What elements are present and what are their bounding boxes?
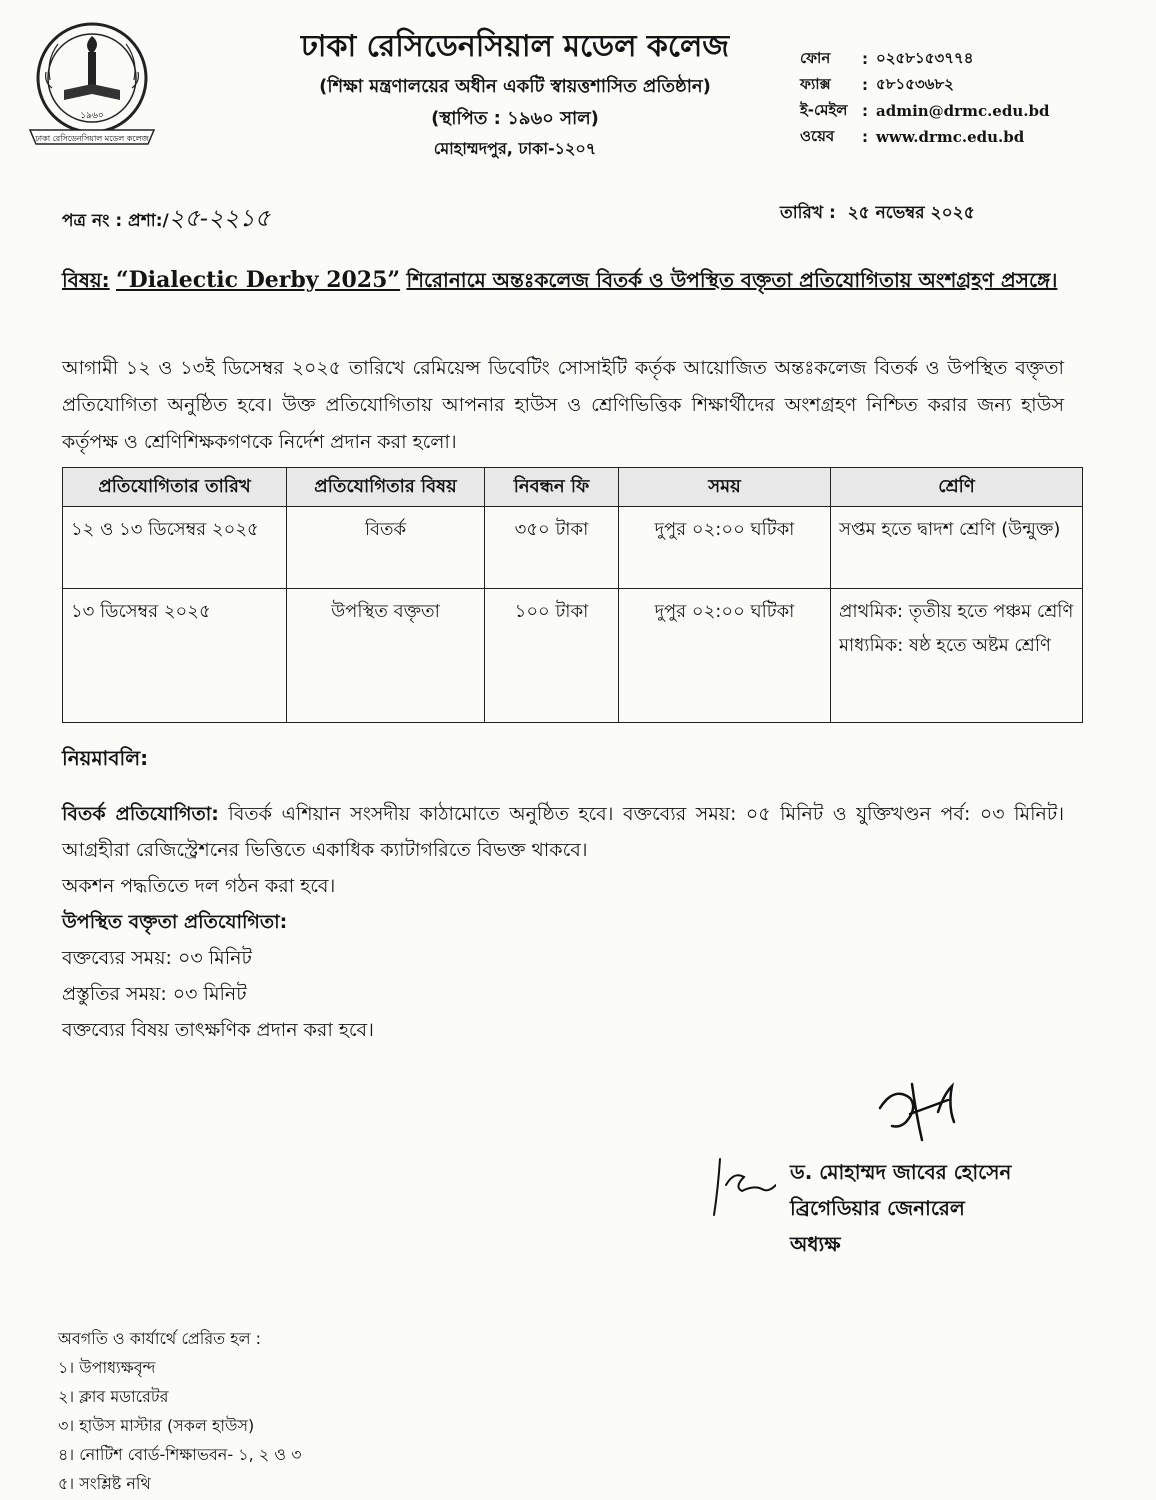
subject-label: বিষয়: xyxy=(62,268,110,292)
col-header-time: সময় xyxy=(619,468,831,507)
list-item: ৫। সংশ্লিষ্ট নথি xyxy=(58,1474,151,1493)
college-logo xyxy=(28,18,156,158)
memo-number-handwritten: ২৫-২২১৫ xyxy=(168,204,271,232)
debate-rules-extra: অকশন পদ্ধতিতে দল গঠন করা হবে। xyxy=(62,875,336,897)
signatory-name: ড. মোহাম্মদ জাবের হোসেন xyxy=(790,1160,1012,1184)
speech-label: উপস্থিত বক্তৃতা প্রতিযোগিতা: xyxy=(62,911,288,933)
signatory-block xyxy=(790,1154,1011,1262)
list-item: ৩। হাউস মাস্টার (সকল হাউস) xyxy=(58,1416,255,1435)
memo-number: পত্র নং : প্রশা:/২৫-২২১৫ xyxy=(62,204,271,232)
speech-rule: বক্তব্যের বিষয় তাৎক্ষণিক প্রদান করা হবে। xyxy=(62,1019,374,1041)
row-date: ১২ ও ১৩ ডিসেম্বর ২০২৫ xyxy=(63,507,287,589)
row-topic: উপস্থিত বক্তৃতা xyxy=(287,589,485,723)
signatory-title: অধ্যক্ষ xyxy=(790,1232,841,1256)
list-item: ১। উপাধ্যক্ষবৃন্দ xyxy=(58,1358,156,1377)
copy-distribution xyxy=(58,1324,302,1498)
college-name: ঢাকা রেসিডেনসিয়াল মডেল কলেজ xyxy=(300,29,730,64)
col-header-topic: প্রতিযোগিতার বিষয় xyxy=(287,468,485,507)
signature-mark xyxy=(868,1074,968,1144)
speech-rule: প্রস্তুতির সময়: ০৩ মিনিট xyxy=(62,983,247,1005)
contact-phone: ফোন : ০২৫৮১৫৩৭৭৪ xyxy=(800,48,974,68)
col-header-class: শ্রেণি xyxy=(831,468,1083,507)
rules-section xyxy=(62,796,1064,1048)
contact-email: ই-মেইল : admin@drmc.edu.bd xyxy=(800,100,1050,120)
debate-rules: বিতর্ক প্রতিযোগিতা: বিতর্ক এশিয়ান সংসদীয় কাঠামোতে অনুষ্ঠিত হবে। বক্তব্যের সময়: ০৫ মিনিট ও যুক্তিখণ্ডন পর্ব: ০৩ মিনিট। আগ্রহীরা রেজিস্ট্রেশনের ভিত্তিতে একাধিক ক্যাটাগরিতে বিভক্ত থাকবে। xyxy=(62,803,1065,861)
row-fee: ১০০ টাকা xyxy=(485,589,619,723)
table-row xyxy=(63,589,1083,723)
row-class xyxy=(831,589,1083,723)
row-time: দুপুর ০২:০০ ঘটিকা xyxy=(619,589,831,723)
table-row xyxy=(63,507,1083,589)
table-header-row xyxy=(63,468,1083,507)
row-fee: ৩৫০ টাকা xyxy=(485,507,619,589)
col-header-fee: নিবন্ধন ফি xyxy=(485,468,619,507)
row-time: দুপুর ০২:০০ ঘটিকা xyxy=(619,507,831,589)
college-subtitle: (শিক্ষা মন্ত্রণালয়ের অধীন একটি স্বায়ত্তশাসিত প্রতিষ্ঠান) xyxy=(319,76,711,97)
cc-heading: অবগতি ও কার্যার্থে প্রেরিত হল : xyxy=(58,1329,262,1348)
college-address: মোহাম্মদপুর, ঢাকা-১২০৭ xyxy=(433,139,597,158)
debate-label: বিতর্ক প্রতিযোগিতা: xyxy=(62,803,219,825)
body-paragraph: আগামী ১২ ও ১৩ই ডিসেম্বর ২০২৫ তারিখে রেমিয়েন্স ডিবেটিং সোসাইটি কর্তৃক আয়োজিত অন্তঃকলেজ বিতর্ক ও উপস্থিত বক্তৃতা প্রতিযোগিতা অনুষ্ঠিত হবে। উক্ত প্রতিযোগিতায় আপনার হাউস ও শ্রেণিভিত্তিক শিক্ষার্থীদের অংশগ্রহণ নিশ্চিত করার জন্য হাউস কর্তৃপক্ষ ও শ্রেণিশিক্ষকগণকে নির্দেশ প্রদান করা হলো। xyxy=(62,357,1064,453)
class-secondary: মাধ্যমিক: ষষ্ঠ হতে অষ্টম শ্রেণি xyxy=(839,635,1051,656)
event-name: “Dialectic Derby 2025” xyxy=(116,267,401,293)
handwritten-initial xyxy=(706,1155,776,1219)
row-date: ১৩ ডিসেম্বর ২০২৫ xyxy=(63,589,287,723)
contact-fax: ফ্যাক্স : ৫৮১৫৩৬৮২ xyxy=(800,74,954,94)
contact-block xyxy=(800,46,1150,150)
logo-ribbon-text: ঢাকা রেসিডেনসিয়াল মডেল কলেজ xyxy=(35,134,149,143)
rules-title: নিয়মাবলি: xyxy=(62,746,149,770)
row-class: সপ্তম হতে দ্বাদশ শ্রেণি (উন্মুক্ত) xyxy=(831,507,1083,589)
row-topic: বিতর্ক xyxy=(287,507,485,589)
list-item: ২। ক্লাব মডারেটর xyxy=(58,1387,169,1406)
list-item: ৪। নোটিশ বোর্ড-শিক্ষাভবন- ১, ২ ও ৩ xyxy=(58,1445,302,1464)
contact-web: ওয়েব : www.drmc.edu.bd xyxy=(800,126,1025,146)
subject-line xyxy=(62,262,1064,298)
signatory-rank: ব্রিগেডিয়ার জেনারেল xyxy=(790,1196,965,1220)
class-primary: প্রাথমিক: তৃতীয় হতে পঞ্চম শ্রেণি xyxy=(839,601,1074,622)
col-header-date: প্রতিযোগিতার তারিখ xyxy=(63,468,287,507)
logo-year: ১৯৬০ xyxy=(80,111,104,121)
letter-date: তারিখ : ২৫ নভেম্বর ২০২৫ xyxy=(780,203,975,223)
speech-rule: বক্তব্যের সময়: ০৩ মিনিট xyxy=(62,947,252,969)
subject-text: শিরোনামে অন্তঃকলেজ বিতর্ক ও উপস্থিত বক্তৃতা প্রতিযোগিতায় অংশগ্রহণ প্রসঙ্গে। xyxy=(406,268,1058,292)
competition-table xyxy=(62,467,1083,723)
established-year: (স্থাপিত : ১৯৬০ সাল) xyxy=(431,108,599,129)
